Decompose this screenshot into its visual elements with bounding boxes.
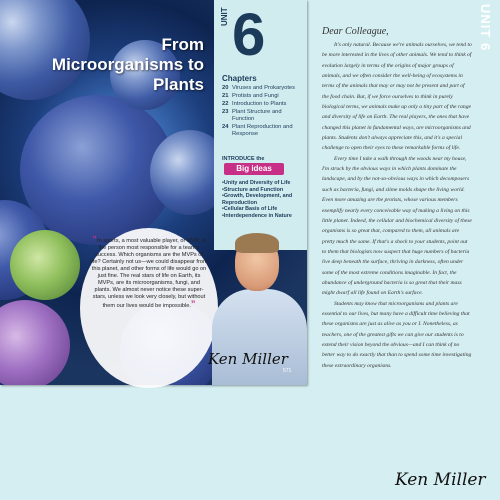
chapter-number: 20 (222, 85, 229, 91)
chapter-number: 23 (222, 109, 229, 115)
big-idea-item: • Cellular Basis of Life (222, 206, 306, 213)
chapter-title: Plant Structure and Function (232, 109, 282, 122)
chapter-number: 22 (222, 101, 229, 107)
big-ideas-list (222, 180, 306, 220)
unit-word: UNIT (220, 7, 229, 26)
letter-greeting: Dear Colleague, (322, 26, 389, 37)
page-number: 571 (283, 368, 292, 374)
open-quote-mark: “ (92, 234, 98, 244)
chapter-item (222, 109, 304, 123)
chapter-number: 21 (222, 93, 229, 99)
author-quote (90, 236, 208, 310)
chapter-number: 24 (222, 124, 229, 130)
chapter-title: Protists and Fungi (232, 93, 279, 99)
big-idea-item: • Structure and Function (222, 187, 306, 194)
chapter-title: Introduction to Plants (232, 101, 287, 107)
unit-side-label: UNIT 6 (478, 4, 493, 52)
big-idea-item: • Interdependence in Nature (222, 213, 306, 220)
chapter-title: Viruses and Prokaryotes (232, 85, 296, 91)
letter-paragraph: Students may know that microorganisms and plants are essential to our lives, but many have a difficult time believing that these organisms are just as alive as you or I. Nonetheless, as teachers, one of the greatest gifts we can give our students is to extend their vision beyond the obvious—and I can think of no better way to do exactly that than to spend some time investigating these extraordinary organisms. (322, 300, 472, 369)
author-shirt (212, 289, 307, 385)
letter-paragraph: Every time I take a walk through the woods near my house, I'm struck by the obvious ways in which plants dominate the landscape, and by the not-so-obvious ways in which decomposers such as bacteria, fungi, and slime molds shape the living world. Even more amazing are the protists, whose various members exemplify nearly every conceivable way of making a living on this little planet. Indeed, the cellular and biochemical diversity of these organisms is so great that, compared to them, all animals are pretty much the same. If that's a shock to your students, point out to them that biologists now suspect that huge numbers of bacteria live deep beneath the surface, thriving in darkness, often under some of the most extreme conditions imaginable. In fact, the abundance of underground bacteria is so great that their mass might dwarf all life found on Earth's surface. (322, 155, 472, 297)
chapter-item (222, 93, 304, 100)
chapter-title: Plant Reproduction and Response (232, 124, 293, 137)
author-hair (235, 233, 279, 253)
purple-berry-photo (0, 300, 70, 385)
chapter-item (222, 124, 304, 138)
big-idea-item: • Unity and Diversity of Life (222, 180, 306, 187)
green-berry-photo (10, 230, 80, 300)
letter-paragraph: It's only natural. Because we're animals ourselves, we tend to be more interested in the lives of other animals. We tend to think of evolution largely in terms of the origins of major groups of animals, and we often consider the well-being of ecosystems in terms of the animals that may or may not be present and part of the food chain. But, if we force ourselves to think in purely biological terms, we animals make up only a tiny part of the range and diversity of life on Earth. The real players, the ones that have changed this planet in fundamental ways, are microorganisms and plants. Students don't always appreciate this, and it's a special challenge to open their eyes to these remarkable forms of life. (322, 42, 472, 152)
chapter-item (222, 85, 304, 92)
chapter-item (222, 101, 304, 108)
chapters-heading: Chapters (222, 74, 257, 83)
unit-number: 6 (232, 1, 266, 68)
quote-body: In sports, a most valuable player, or MVP, is the person most responsible for a team's success. Which organisms are the MVPs of life? Certainly not us—we could disappear from this planet, and other forms of life would go on just fine. The real stars of life on Earth, its MVPs, are its microorganisms, fungi, and plants. We almost never notice these super-stars, unless we look very closely, but without them our lives would be impossible. (90, 238, 208, 309)
chapter-list (222, 85, 304, 139)
big-idea-item: • Growth, Development, and Reproduction (222, 193, 306, 206)
unit-title: From Microorganisms to Plants (51, 35, 204, 94)
big-ideas-intro: INTRODUCE the (222, 156, 265, 162)
close-quote-mark: ” (190, 299, 196, 309)
letter-body (322, 40, 472, 371)
big-ideas-badge: Big ideas (224, 163, 284, 175)
author-signature: Ken Miller (208, 350, 288, 368)
letter-signature: Ken Miller (395, 470, 486, 490)
